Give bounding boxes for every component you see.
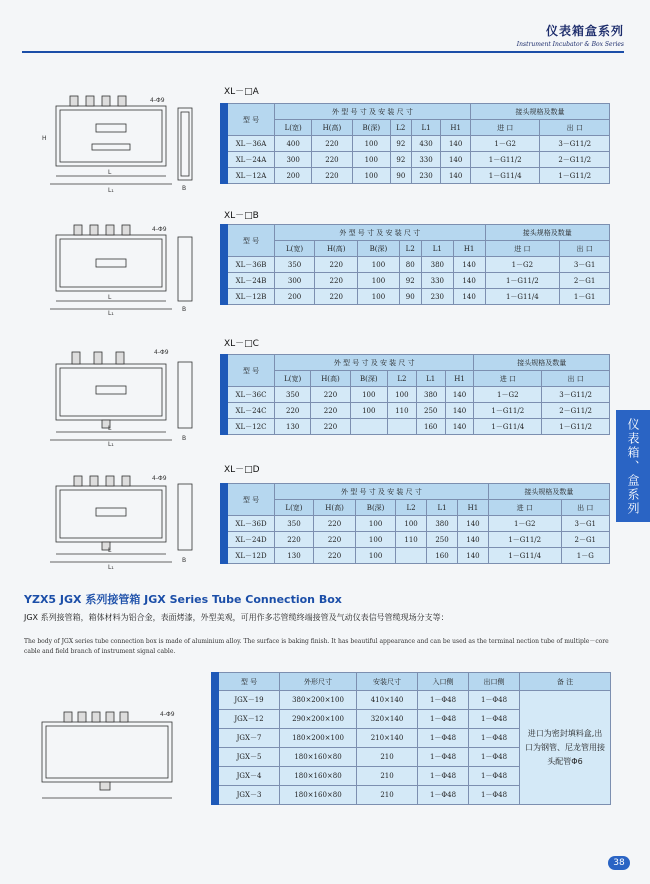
- cell: 400: [275, 136, 312, 152]
- col-b: B(深): [356, 500, 396, 516]
- col-out: 出 口: [560, 241, 610, 257]
- table-row: [215, 691, 611, 710]
- cell: 380: [427, 516, 458, 532]
- drawing-a: [30, 84, 220, 194]
- cell: 140: [453, 289, 485, 305]
- col-in: 进 口: [474, 371, 542, 387]
- table-row: [224, 168, 610, 184]
- cell: 380: [416, 387, 445, 403]
- cell: 110: [387, 403, 416, 419]
- col-l1: L1: [427, 500, 458, 516]
- col-l2: L2: [396, 500, 427, 516]
- cell: 210: [357, 786, 418, 805]
- cell: 3－G1: [560, 257, 610, 273]
- col-conn: 接头规格及数量: [470, 104, 609, 120]
- spec-table-c: [220, 354, 610, 435]
- cell: 2－G11/2: [542, 403, 610, 419]
- cell: 3－G1: [561, 516, 609, 532]
- col-l2: L2: [390, 120, 411, 136]
- cell: 200: [275, 168, 312, 184]
- cell: 1－G: [561, 548, 609, 564]
- col-l1: L1: [421, 241, 453, 257]
- dim-l1-c: L₁: [108, 441, 114, 446]
- cell: 220: [312, 152, 352, 168]
- cell: 330: [411, 152, 441, 168]
- cell: 230: [411, 168, 441, 184]
- cell: 350: [275, 387, 311, 403]
- table-row: [224, 273, 610, 289]
- col-l1: L1: [411, 120, 441, 136]
- cell: 160: [416, 419, 445, 435]
- drawing-jgx: [20, 702, 210, 812]
- jgx-table: [211, 672, 611, 805]
- hole-a: 4-Φ9: [150, 97, 165, 104]
- col-l2: L2: [399, 241, 421, 257]
- cell: 140: [445, 419, 474, 435]
- cell: 80: [399, 257, 421, 273]
- jgx-col-mount: 安装尺寸: [357, 673, 418, 691]
- cell: 1－Φ48: [469, 748, 520, 767]
- cell: [350, 419, 387, 435]
- cell: 180×200×100: [280, 729, 357, 748]
- col-out: 出 口: [561, 500, 609, 516]
- model-tag-a: XL－□A: [224, 87, 259, 97]
- cell: 200: [275, 289, 315, 305]
- cell: 1－G11/2: [470, 152, 540, 168]
- cell: 1－G11/2: [542, 419, 610, 435]
- header-rule: [22, 51, 624, 53]
- col-model: 型 号: [224, 484, 275, 516]
- col-dims: 外 型 号 寸 及 安 装 尺 寸: [275, 225, 486, 241]
- header-title: 仪表箱盒系列: [545, 24, 624, 38]
- cell: 350: [275, 516, 314, 532]
- cell: XL－12A: [224, 168, 275, 184]
- dim-l-d: L: [108, 547, 112, 554]
- spec-table-d: [220, 483, 610, 564]
- col-b: B(深): [352, 120, 390, 136]
- cell: 220: [313, 532, 355, 548]
- cell: XL－12B: [224, 289, 275, 305]
- cell: 1－Φ48: [469, 691, 520, 710]
- cell: 430: [411, 136, 441, 152]
- cell: 140: [457, 516, 488, 532]
- cell: 1－G1: [560, 289, 610, 305]
- cell: 1－G11/2: [540, 168, 610, 184]
- cell: 140: [441, 136, 471, 152]
- cell: JGX－4: [215, 767, 280, 786]
- cell: 130: [275, 419, 311, 435]
- section-desc-en: The body of JGX series tube connection box is made of aluminium alloy. The surface is baking finish. It has beautiful appearance and can be used as the terminal nection tube of multiple－core cable and field branch of instrument signal cable.: [24, 638, 609, 655]
- cell: 92: [390, 136, 411, 152]
- cell: 110: [396, 532, 427, 548]
- dim-l1-d: L₁: [108, 564, 114, 570]
- cell: 90: [390, 168, 411, 184]
- cell: 250: [416, 403, 445, 419]
- cell: 220: [315, 273, 358, 289]
- col-h1: H1: [445, 371, 474, 387]
- cell: 180×160×80: [280, 786, 357, 805]
- col-out: 出 口: [540, 120, 610, 136]
- cell: 220: [313, 516, 355, 532]
- cell: 2－G1: [560, 273, 610, 289]
- cell: 130: [275, 548, 314, 564]
- cell: JGX－12: [215, 710, 280, 729]
- cell: 220: [311, 403, 350, 419]
- col-in: 进 口: [470, 120, 540, 136]
- cell: [396, 548, 427, 564]
- drawing-d: [30, 460, 220, 570]
- cell: 210×140: [357, 729, 418, 748]
- spec-table-a: [220, 103, 610, 184]
- col-dims: 外 型 号 寸 及 安 装 尺 寸: [275, 484, 489, 500]
- drawing-c: [30, 336, 220, 446]
- cell: 1－G11/4: [474, 419, 542, 435]
- cell: 1－G11/2: [485, 273, 560, 289]
- col-l: L(宽): [275, 241, 315, 257]
- col-conn: 接头规格及数量: [485, 225, 610, 241]
- cell: XL－24C: [224, 403, 275, 419]
- dim-b-c: B: [182, 435, 187, 442]
- cell: 210: [357, 748, 418, 767]
- cell: 1－Φ48: [469, 786, 520, 805]
- model-tag-b: XL－□B: [224, 211, 259, 221]
- cell: 100: [358, 257, 399, 273]
- jgx-col-in: 入口侧: [418, 673, 469, 691]
- jgx-col-size: 外形尺寸: [280, 673, 357, 691]
- cell: 140: [453, 257, 485, 273]
- cell: 140: [457, 548, 488, 564]
- cell: 220: [315, 257, 358, 273]
- col-l: L(宽): [275, 371, 311, 387]
- cell: 2－G1: [561, 532, 609, 548]
- cell: JGX－5: [215, 748, 280, 767]
- cell: XL－24B: [224, 273, 275, 289]
- cell: [387, 419, 416, 435]
- jgx-col-model: 型 号: [215, 673, 280, 691]
- cell: 300: [275, 273, 315, 289]
- cell: XL－12C: [224, 419, 275, 435]
- dim-b-a: B: [182, 185, 187, 192]
- cell: 320×140: [357, 710, 418, 729]
- cell: 100: [387, 387, 416, 403]
- cell: 1－G2: [474, 387, 542, 403]
- dim-l-c: L: [108, 425, 112, 432]
- table-row: [224, 136, 610, 152]
- cell: 100: [396, 516, 427, 532]
- cell: 140: [441, 168, 471, 184]
- hole-d: 4-Φ9: [152, 475, 167, 482]
- dim-l1-a: L₁: [108, 187, 114, 194]
- col-l: L(宽): [275, 120, 312, 136]
- cell: 300: [275, 152, 312, 168]
- hole-c: 4-Φ9: [154, 349, 169, 356]
- side-tab-label: 仪表箱、盒系列: [626, 418, 640, 516]
- cell: 1－G11/4: [485, 289, 560, 305]
- drawing-b: [30, 205, 220, 315]
- cell: 220: [312, 168, 352, 184]
- page-number: 38: [608, 856, 630, 870]
- col-in: 进 口: [488, 500, 561, 516]
- cell: 220: [275, 403, 311, 419]
- header-subtitle: Instrument Incubator & Box Series: [516, 41, 624, 48]
- cell: 100: [358, 273, 399, 289]
- cell: 90: [399, 289, 421, 305]
- cell: 100: [352, 152, 390, 168]
- cell: 140: [453, 273, 485, 289]
- cell: XL－24A: [224, 152, 275, 168]
- col-conn: 接头规格及数量: [488, 484, 609, 500]
- cell: XL－36C: [224, 387, 275, 403]
- cell: XL－24D: [224, 532, 275, 548]
- cell: 330: [421, 273, 453, 289]
- jgx-col-note: 备 注: [520, 673, 611, 691]
- cell: 92: [399, 273, 421, 289]
- col-l1: L1: [416, 371, 445, 387]
- col-b: B(深): [350, 371, 387, 387]
- spec-table-b: [220, 224, 610, 305]
- col-h: H(高): [312, 120, 352, 136]
- col-conn: 接头规格及数量: [474, 355, 610, 371]
- cell: 410×140: [357, 691, 418, 710]
- cell: 220: [275, 532, 314, 548]
- cell: XL－36D: [224, 516, 275, 532]
- cell: 100: [358, 289, 399, 305]
- model-tag-d: XL－□D: [224, 465, 260, 475]
- cell: 180×160×80: [280, 767, 357, 786]
- cell: 2－G11/2: [540, 152, 610, 168]
- side-tab: [616, 410, 650, 522]
- col-in: 进 口: [485, 241, 560, 257]
- dim-l1-b: L₁: [108, 310, 114, 315]
- dim-b-d: B: [182, 557, 187, 564]
- cell: 220: [311, 387, 350, 403]
- cell: 220: [313, 548, 355, 564]
- col-b: B(深): [358, 241, 399, 257]
- cell: 160: [427, 548, 458, 564]
- cell: 1－Φ48: [418, 767, 469, 786]
- cell: 100: [350, 403, 387, 419]
- table-row: [224, 257, 610, 273]
- cell: 1－Φ48: [469, 710, 520, 729]
- col-model: 型 号: [224, 104, 275, 136]
- hole-b: 4-Φ9: [152, 226, 167, 233]
- cell: 350: [275, 257, 315, 273]
- col-h1: H1: [453, 241, 485, 257]
- cell: 380×200×100: [280, 691, 357, 710]
- col-h1: H1: [441, 120, 471, 136]
- cell: 230: [421, 289, 453, 305]
- cell: 1－G11/2: [488, 532, 561, 548]
- section-desc-cn: JGX 系列接管箱，箱体材料为铝合金，表面烤漆，外型美观，可用作多芯管缆终端接管及气动仪表信号管缆现场分支等：: [24, 613, 449, 622]
- cell: 3－G11/2: [540, 136, 610, 152]
- dim-h-a: H: [42, 135, 47, 142]
- col-model: 型 号: [224, 225, 275, 257]
- cell: JGX－3: [215, 786, 280, 805]
- cell: 1－Φ48: [418, 748, 469, 767]
- cell: 1－Φ48: [418, 729, 469, 748]
- cell: XL－36A: [224, 136, 275, 152]
- dim-b-b: B: [182, 306, 187, 313]
- cell: 140: [441, 152, 471, 168]
- table-row: [224, 532, 610, 548]
- cell: 100: [356, 548, 396, 564]
- table-row: [224, 387, 610, 403]
- cell: 180×160×80: [280, 748, 357, 767]
- cell: JGX－19: [215, 691, 280, 710]
- cell: 140: [445, 403, 474, 419]
- cell: 1－G2: [488, 516, 561, 532]
- cell: 1－G11/2: [474, 403, 542, 419]
- col-h1: H1: [457, 500, 488, 516]
- table-row: [224, 152, 610, 168]
- cell: 220: [315, 289, 358, 305]
- cell: 1－G11/4: [488, 548, 561, 564]
- cell: 140: [457, 532, 488, 548]
- hole-jgx: 4-Φ9: [160, 711, 175, 718]
- dim-l-a: L: [108, 169, 112, 176]
- table-row: [224, 419, 610, 435]
- section-title: YZX5 JGX 系列接管箱 JGX Series Tube Connection Box: [24, 593, 342, 606]
- table-row: [224, 403, 610, 419]
- col-dims: 外 型 号 寸 及 安 装 尺 寸: [275, 355, 474, 371]
- col-model: 型 号: [224, 355, 275, 387]
- col-l2: L2: [387, 371, 416, 387]
- cell: 100: [356, 532, 396, 548]
- col-h: H(高): [313, 500, 355, 516]
- col-h: H(高): [311, 371, 350, 387]
- dim-l-b: L: [108, 294, 112, 301]
- cell: 1－G2: [470, 136, 540, 152]
- model-tag-c: XL－□C: [224, 339, 259, 349]
- cell: XL－12D: [224, 548, 275, 564]
- cell: 140: [445, 387, 474, 403]
- cell: 290×200×100: [280, 710, 357, 729]
- col-l: L(宽): [275, 500, 314, 516]
- cell: 1－Φ48: [469, 729, 520, 748]
- cell: 250: [427, 532, 458, 548]
- cell: 100: [350, 387, 387, 403]
- table-row: [224, 548, 610, 564]
- cell: 3－G11/2: [542, 387, 610, 403]
- cell: JGX－7: [215, 729, 280, 748]
- cell: 380: [421, 257, 453, 273]
- cell: 1－Φ48: [469, 767, 520, 786]
- cell: 1－G2: [485, 257, 560, 273]
- col-dims: 外 型 号 寸 及 安 装 尺 寸: [275, 104, 471, 120]
- table-row: [224, 289, 610, 305]
- cell: 220: [312, 136, 352, 152]
- cell: 100: [352, 136, 390, 152]
- cell: 210: [357, 767, 418, 786]
- cell: 100: [356, 516, 396, 532]
- col-h: H(高): [315, 241, 358, 257]
- cell: XL－36B: [224, 257, 275, 273]
- col-out: 出 口: [542, 371, 610, 387]
- cell: 1－G11/4: [470, 168, 540, 184]
- cell: 1－Φ48: [418, 710, 469, 729]
- table-row: [224, 516, 610, 532]
- cell: 1－Φ48: [418, 691, 469, 710]
- cell: 92: [390, 152, 411, 168]
- jgx-note: 进口为密封填料盒,出口为钢管、尼龙管用接头配管Φ6: [520, 691, 611, 805]
- cell: 220: [311, 419, 350, 435]
- cell: 100: [352, 168, 390, 184]
- jgx-col-out: 出口侧: [469, 673, 520, 691]
- cell: 1－Φ48: [418, 786, 469, 805]
